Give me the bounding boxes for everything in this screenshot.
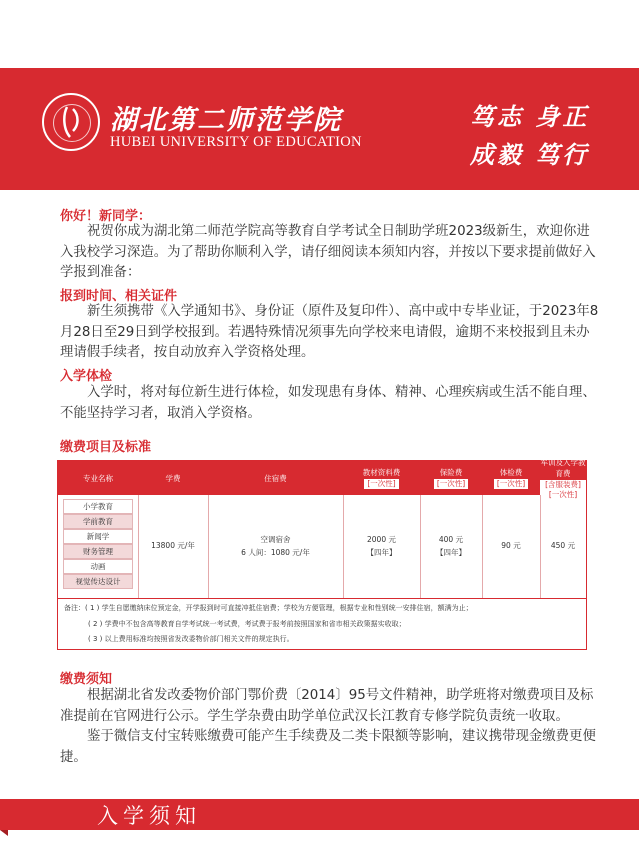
notes-divider: [58, 598, 586, 599]
fee-note-3: ( 3 ) 以上费用标准均按照省发改委物价部门相关文件的规定执行。: [88, 635, 294, 643]
logo-mark-icon: [61, 105, 83, 139]
military-value: 450 元: [550, 541, 576, 550]
major-item: 动画: [63, 559, 133, 574]
major-item: 财务管理: [63, 544, 133, 559]
fees-heading: 缴费项目及标准: [60, 440, 152, 455]
school-logo-icon: [42, 93, 100, 151]
dorm-line-2: 6 人间：1080 元/年: [241, 548, 310, 557]
materials-line-2: 【四年】: [366, 548, 397, 557]
report-paragraph: [60, 302, 600, 364]
col-dorm: 住宿费: [264, 473, 287, 483]
motto-line-1: 笃志 身正: [470, 102, 590, 131]
payment-paragraph: [60, 686, 600, 768]
health-paragraph: [60, 383, 600, 424]
col-materials: 教材资料费 [一次性]: [362, 468, 401, 488]
fee-note-2: ( 2 ) 学费中不包含高等教育自学考试统一考试费，考试费于报考前按照国家和省市相关政策据实收取；: [88, 620, 406, 628]
col-exam: 体检费 [一次性]: [482, 461, 540, 495]
report-text: 新生须携带《入学通知书》、身份证（原件及复印件）、高中或中专毕业证，于2023年8月28日至29日到学校报到。若遇特殊情况须事先向学校来电请假，逾期不来校报到且未办理请假手续者，按自动放弃入学资格处理。: [60, 304, 599, 360]
school-name-cn: 湖北第二师范学院: [110, 105, 342, 136]
payment-heading: 缴费须知: [60, 672, 113, 687]
materials-line-1: 2000 元: [367, 535, 396, 544]
insurance-line-2: 【四年】: [436, 548, 466, 557]
footer-title: 入学须知: [97, 804, 201, 828]
insurance-value: [420, 533, 482, 559]
insurance-line-1: 400 元: [438, 535, 464, 544]
tuition-value: 13800 元/年: [151, 541, 195, 550]
payment-text-1: 根据湖北省发改委物价部门鄂价费〔2014〕95号文件精神，助学班将对缴费项目及标准提前在官网进行公示。学生学杂费由助学单位武汉长江教育专修学院负责统一收取。: [60, 688, 594, 724]
dorm-line-1: 空调宿舍: [260, 535, 291, 544]
payment-text-2: 鉴于微信支付宝转账缴费可能产生手续费及二类卡限额等影响，建议携带现金缴费更便捷。: [60, 729, 596, 765]
dorm-value: [208, 533, 343, 559]
school-motto: [470, 98, 589, 174]
col-insurance: 保险费 [一次性]: [420, 461, 482, 495]
greeting-paragraph: [60, 222, 600, 284]
footer-bar: [0, 799, 639, 830]
greeting-text: 祝贺你成为湖北第二师范学院高等教育自学考试全日制助学班2023级新生，欢迎你进入我校学习深造。为了帮助你顺利入学，请仔细阅读本须知内容，并按以下要求提前做好入学报到准备：: [60, 224, 596, 280]
greeting-heading: 你好！新同学：: [60, 209, 152, 224]
col-tuition: 学费: [165, 473, 181, 483]
col-major: 专业名称: [83, 473, 113, 483]
major-item: 小学教育: [63, 499, 133, 514]
materials-value: [343, 533, 420, 559]
school-name-en: HUBEI UNIVERSITY OF EDUCATION: [110, 134, 362, 150]
motto-line-2: 成毅 笃行: [470, 140, 590, 169]
health-heading: 入学体检: [60, 369, 113, 384]
major-item: 学前教育: [63, 514, 133, 529]
fee-table: [57, 457, 587, 650]
footer-fold: [0, 830, 8, 836]
col-military: 军训及入学教育费 [含服装费][一次性]: [540, 457, 586, 499]
report-heading: 报到时间、相关证件: [60, 289, 178, 304]
major-item: 新闻学: [63, 529, 133, 544]
health-text: 入学时，将对每位新生进行体检，如发现患有身体、精神、心理疾病或生活不能自理、不能坚持学习者，取消入学资格。: [60, 385, 596, 421]
fee-note-1: 备注：( 1 ) 学生自愿缴纳床位预定金，开学报到时可直接冲抵住宿费；学校为方便管理，根据专业和性别统一安排住宿，额满为止；: [64, 604, 473, 612]
exam-value: 90 元: [501, 541, 521, 550]
major-item: 视觉传达设计: [63, 574, 133, 589]
